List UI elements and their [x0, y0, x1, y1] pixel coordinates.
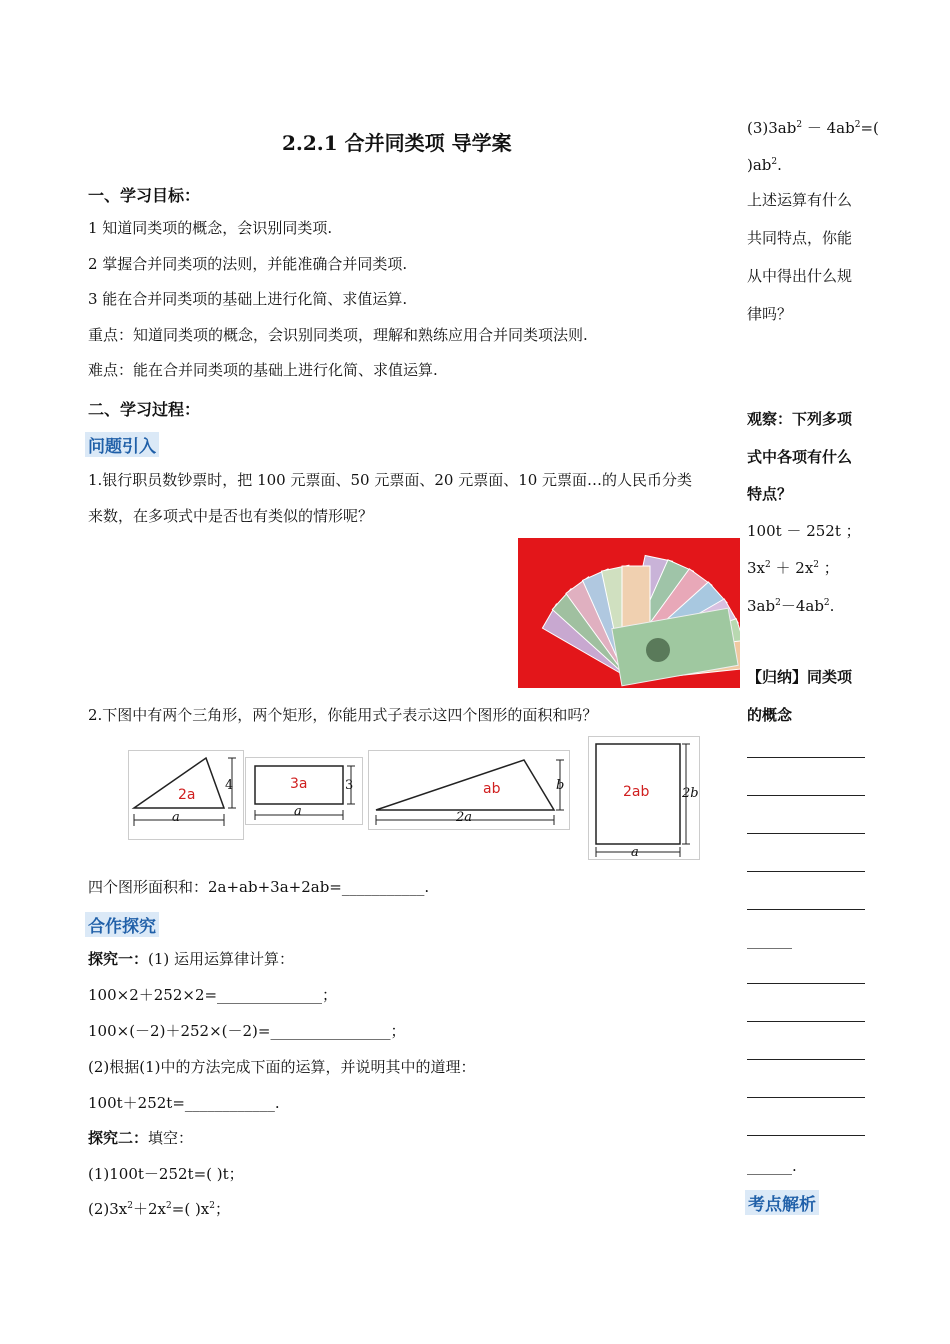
fig2-base: a	[294, 804, 302, 819]
goal-item-3: 3 能在合并同类项的基础上进行化简、求值运算.	[88, 290, 408, 308]
sidebar-question-1: 上述运算有什么	[747, 191, 853, 209]
sidebar-observe-1: 观察：下列多项	[747, 410, 853, 428]
explore-2-text: 填空：	[148, 1129, 194, 1147]
explore-2-label: 探究二：	[88, 1129, 149, 1147]
question-1-line1: 1.银行职员数钞票时，把 100 元票面、50 元票面、20 元票面、10 元票面…的人民币分类	[88, 471, 693, 489]
sidebar-observe-3: 特点？	[747, 485, 793, 503]
sidebar-summary-2: 的概念	[747, 706, 793, 724]
difficulty: 难点：能在合并同类项的基础上进行化简、求值运算.	[88, 361, 438, 379]
sidebar-expr-3: $(3)3ab^2 - 4ab^2=$(	[747, 119, 879, 137]
answer-line	[747, 757, 865, 758]
fig4-base: a	[631, 845, 639, 860]
answer-line	[747, 795, 865, 796]
fig4-height: 2b	[682, 786, 699, 801]
fig2-height: 3	[345, 778, 354, 793]
answer-line	[747, 1021, 865, 1022]
sidebar-question-4: 律吗？	[747, 305, 793, 323]
page-title: 2.2.1 合并同类项 导学案	[282, 131, 512, 155]
tag-intro: 问题引入	[85, 432, 159, 457]
fig3-base: 2a	[456, 810, 473, 825]
sidebar-example-1: 100t － 252t ；	[747, 522, 861, 540]
answer-line	[747, 983, 865, 984]
explore-2-line2: $(2)3x^2+2x^2=$( )$x^2$；	[88, 1200, 230, 1218]
answer-line	[747, 833, 865, 834]
fig4-label: 2ab	[623, 784, 650, 800]
sidebar-observe-2: 式中各项有什么	[747, 448, 853, 466]
explore-2-line1: (1)100t－252t=( )t；	[88, 1165, 244, 1183]
banknotes-photo	[518, 538, 740, 688]
explore-1-line3: (2)根据(1)中的方法完成下面的运算，并说明其中的道理：	[88, 1058, 476, 1076]
fig1-height: 4	[225, 778, 234, 793]
sidebar-expr-3-cont: )$ab^2$.	[747, 156, 782, 174]
answer-line	[747, 909, 865, 910]
section-heading-process: 二、学习过程：	[88, 400, 201, 419]
tag-exam-points: 考点解析	[745, 1190, 819, 1215]
fig2-label: 3a	[290, 776, 308, 792]
fig3-label: ab	[483, 781, 501, 797]
answer-line	[747, 1059, 865, 1060]
fig1-base: a	[172, 810, 180, 825]
sidebar-summary-1: 【归纳】同类项	[747, 668, 853, 686]
fig3-height: b	[556, 778, 565, 793]
question-2: 2.下图中有两个三角形，两个矩形，你能用式子表示这四个图形的面积和吗？	[88, 706, 598, 724]
tag-cooperative: 合作探究	[85, 912, 159, 937]
answer-line-short: ______	[747, 931, 792, 949]
explore-1-line1: 100×2＋252×2=______________；	[88, 986, 338, 1004]
answer-line	[747, 1135, 865, 1136]
goal-item-1: 1 知道同类项的概念，会识别同类项.	[88, 219, 333, 237]
answer-line-short-end: ______.	[747, 1157, 797, 1175]
sidebar-question-2: 共同特点，你能	[747, 229, 853, 247]
explore-1-label: 探究一：	[88, 950, 149, 968]
area-sum: 四个图形面积和：2a+ab+3a+2ab=___________.	[88, 878, 430, 896]
key-point: 重点：知道同类项的概念，会识别同类项，理解和熟练应用合并同类项法则.	[88, 326, 588, 344]
fig1-label: 2a	[178, 787, 196, 803]
goal-item-2: 2 掌握合并同类项的法则，并能准确合并同类项.	[88, 255, 408, 273]
explore-1-text: (1) 运用运算律计算：	[148, 950, 295, 968]
answer-line	[747, 871, 865, 872]
sidebar-example-2: $3x^2 + 2x^2$ ；	[747, 559, 839, 577]
explore-1	[88, 949, 294, 969]
sidebar-question-3: 从中得出什么规	[747, 267, 853, 285]
section-heading-goals: 一、学习目标：	[88, 186, 201, 205]
question-1-line2: 来数，在多项式中是否也有类似的情形呢？	[88, 507, 374, 525]
explore-1-line4: 100t＋252t=____________.	[88, 1094, 280, 1112]
explore-2	[88, 1128, 193, 1148]
explore-1-line2: 100×(－2)＋252×(－2)=________________；	[88, 1022, 406, 1040]
answer-line	[747, 1097, 865, 1098]
sidebar-example-3: $3ab^2-4ab^2$.	[747, 597, 835, 615]
